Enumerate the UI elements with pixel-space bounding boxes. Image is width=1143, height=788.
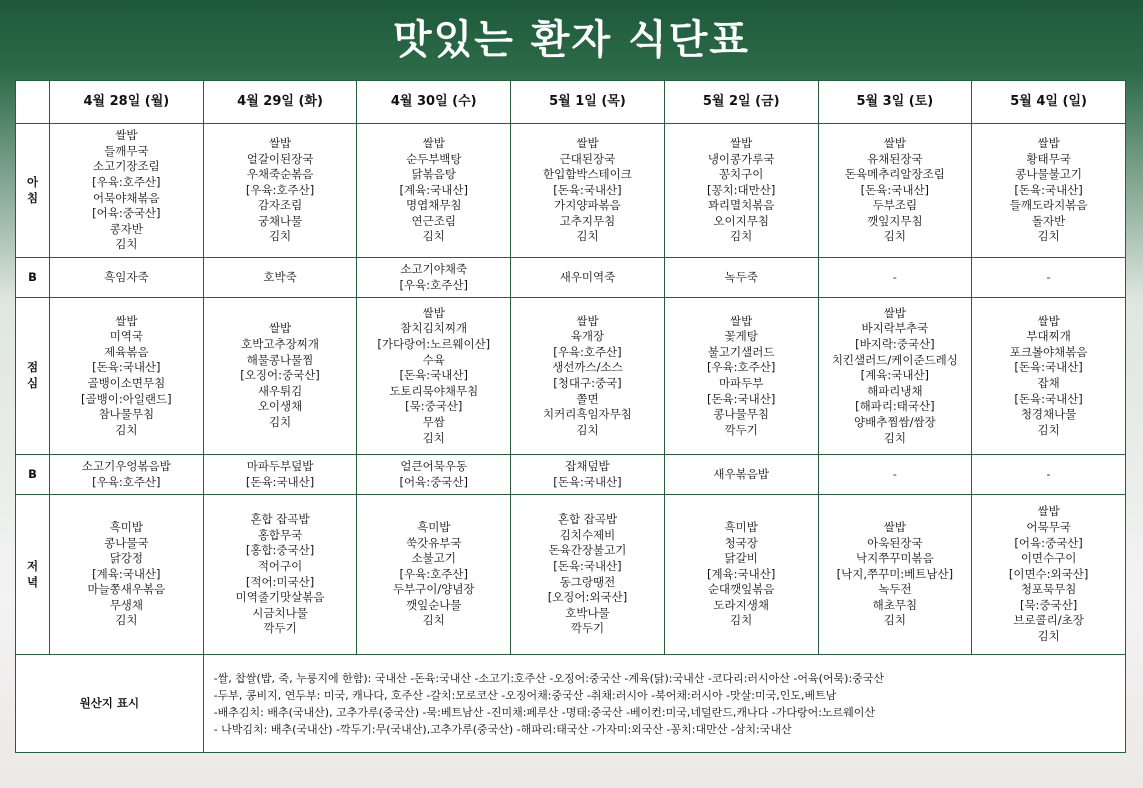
menu-item: 김치 xyxy=(268,229,292,244)
origin-text xyxy=(203,655,1125,753)
menu-item: 우채죽순볶음 xyxy=(246,167,314,182)
menu-item: 순대깻잎볶음 xyxy=(707,582,775,597)
menu-item: 동그랑땡전 xyxy=(559,574,616,589)
menu-item: 쌀밥 xyxy=(883,519,906,534)
meal-row xyxy=(16,298,1126,455)
meal-label xyxy=(16,298,50,455)
menu-item: 쌀밥 xyxy=(1037,313,1060,328)
menu-item: 김치 xyxy=(1037,229,1060,244)
menu-item: 쌀밥 xyxy=(115,128,138,143)
menu-item: [돈육:국내산] xyxy=(553,474,622,489)
menu-item: 새우튀김 xyxy=(257,383,303,398)
menu-item: 호박나물 xyxy=(565,605,610,620)
menu-item: 어묵무국 xyxy=(1026,519,1071,534)
menu-item: 명엽채무침 xyxy=(405,198,462,213)
menu-item: 마늘쫑새우볶음 xyxy=(87,582,166,597)
menu-item: 쌀밥 xyxy=(576,135,599,150)
menu-item: - xyxy=(892,466,897,481)
menu-item: 제육볶음 xyxy=(104,344,149,359)
menu-item: [계육:국내산] xyxy=(860,368,930,383)
menu-item: 치커리흑임자무침 xyxy=(543,407,632,422)
menu-item: [돈육:국내산] xyxy=(92,360,161,375)
menu-item: 감자조림 xyxy=(257,198,303,213)
menu-item: 쫄면 xyxy=(576,391,599,406)
menu-item: 새우미역죽 xyxy=(559,269,616,284)
menu-item: 쌀밥 xyxy=(422,305,445,320)
menu-item: 수육 xyxy=(422,352,445,367)
origin-line: -배추김치: 배추(국내산), 고추가루(중국산) -묵:베트남산 -진미채:페루산 -명태:중국산 -베이컨:미국,네덜란드,캐나다 -가다랑어:노르웨이산 xyxy=(213,705,876,719)
menu-cell xyxy=(357,298,511,455)
menu-item: 오이생채 xyxy=(257,399,303,414)
menu-item: 김치 xyxy=(730,229,753,244)
meal-label-char: 점 xyxy=(26,360,39,375)
menu-cell xyxy=(50,124,204,258)
menu-item: 김치 xyxy=(422,613,445,628)
menu-item: 근대된장국 xyxy=(559,151,616,166)
menu-item: 호박고추장찌개 xyxy=(241,337,319,352)
menu-cell xyxy=(50,455,204,495)
menu-item: 쌀밥 xyxy=(268,321,292,336)
menu-item: 꽃게탕 xyxy=(724,329,758,344)
menu-cell xyxy=(972,455,1126,495)
meal-label-char: 녁 xyxy=(26,574,39,589)
menu-cell xyxy=(818,258,972,298)
menu-item: 이면수구이 xyxy=(1020,551,1077,566)
menu-item: 쑥갓유부국 xyxy=(405,535,462,550)
menu-item: 김치 xyxy=(422,430,445,445)
menu-item: 적어구이 xyxy=(257,558,303,573)
menu-item: 김치 xyxy=(883,613,906,628)
menu-item: [계육:국내산] xyxy=(92,566,161,581)
menu-item: [오징어:외국산] xyxy=(547,590,628,605)
menu-cell xyxy=(203,298,357,455)
menu-item: 쌀밥 xyxy=(883,305,906,320)
menu-item: 새우볶음밥 xyxy=(713,466,769,481)
menu-item: - xyxy=(892,269,897,284)
day-header: 4월 30일 (수) xyxy=(357,81,511,124)
page-title: 맛있는 환자 식단표 xyxy=(393,17,750,63)
menu-item: 궁채나물 xyxy=(257,213,303,228)
menu-cell xyxy=(50,258,204,298)
menu-item: 김치수제비 xyxy=(559,527,616,542)
menu-item: [돈육:국내산] xyxy=(860,182,930,197)
meal-row xyxy=(16,495,1126,655)
menu-cell xyxy=(511,298,665,455)
menu-item: 두부구이/양념장 xyxy=(392,582,475,597)
day-header: 4월 29일 (화) xyxy=(203,81,357,124)
menu-item: [꽁치:대만산] xyxy=(706,182,776,197)
menu-item: [돈육:국내산] xyxy=(399,368,468,383)
menu-item: 순두부백탕 xyxy=(405,151,462,166)
menu-item: 김치 xyxy=(115,422,138,437)
menu-item: 시금치나물 xyxy=(252,605,308,620)
menu-item: 김치 xyxy=(576,229,599,244)
menu-item: [적어:미국산] xyxy=(245,574,315,589)
menu-item: 김치 xyxy=(115,613,138,628)
menu-item: [우육:호주산] xyxy=(92,174,161,189)
menu-cell xyxy=(203,495,357,655)
menu-item: 청포묵무침 xyxy=(1020,582,1077,597)
menu-cell xyxy=(818,298,972,455)
menu-item: 유채된장국 xyxy=(867,151,923,166)
menu-item: 깻잎지무침 xyxy=(867,213,923,228)
meal-label-char: 침 xyxy=(26,190,39,205)
menu-item: 김치 xyxy=(730,613,753,628)
menu-item: 황태무국 xyxy=(1026,151,1071,166)
menu-item: 도라지생채 xyxy=(713,597,769,612)
menu-item: 혼합 잡곡밥 xyxy=(250,512,310,527)
menu-cell xyxy=(50,495,204,655)
menu-item: 고추지무침 xyxy=(559,213,616,228)
menu-item: 쌀밥 xyxy=(576,313,599,328)
meal-label xyxy=(16,258,50,298)
menu-cell xyxy=(357,495,511,655)
menu-item: 들깨도라지볶음 xyxy=(1009,198,1088,213)
menu-item: [해파리:태국산] xyxy=(855,399,935,414)
menu-item: [돈육:국내산] xyxy=(1014,391,1083,406)
menu-item: 흑임자죽 xyxy=(104,269,149,284)
menu-cell xyxy=(664,298,818,455)
menu-item: 두부조림 xyxy=(872,198,918,213)
menu-item: 돈육메추리알장조림 xyxy=(844,167,945,182)
menu-item: 혼합 잡곡밥 xyxy=(557,512,618,527)
menu-item: 한입함박스테이크 xyxy=(543,167,632,182)
meal-label-char: 심 xyxy=(26,376,39,390)
menu-item: 오이지무침 xyxy=(713,213,769,228)
menu-item: [골뱅이:아일랜드] xyxy=(81,391,172,406)
menu-item: [낙지,쭈꾸미:베트남산] xyxy=(836,566,954,581)
menu-item: 깍두기 xyxy=(570,621,605,636)
menu-cell xyxy=(664,258,818,298)
menu-item: 아욱된장국 xyxy=(867,535,923,550)
menu-item: [어육:중국산] xyxy=(399,474,468,489)
menu-item: 미역줄기맛살볶음 xyxy=(235,590,325,605)
menu-item: 김치 xyxy=(883,229,906,244)
day-header: 5월 1일 (목) xyxy=(511,81,665,124)
day-header: 5월 2일 (금) xyxy=(664,81,818,124)
menu-item: 김치 xyxy=(576,422,599,437)
menu-item: 닭강정 xyxy=(109,551,144,566)
menu-item: 가지양파볶음 xyxy=(554,198,621,213)
menu-item: 녹두전 xyxy=(878,582,912,597)
menu-item: 닭갈비 xyxy=(724,551,758,566)
menu-cell xyxy=(357,455,511,495)
menu-cell xyxy=(818,124,972,258)
origin-line: -두부, 콩비지, 연두부: 미국, 캐나다, 호주산 -갈치:모로코산 -오징어채:중국산 -취채:러시아 -북어채:러시아 -맛살:미국,인도,베트남 xyxy=(213,688,837,702)
menu-cell xyxy=(203,124,357,258)
meal-row xyxy=(16,258,1126,298)
menu-item: 마파두부덮밥 xyxy=(246,458,314,473)
menu-item: 들깨무국 xyxy=(104,143,149,158)
menu-item: [우육:호주산] xyxy=(245,182,315,197)
origin-label: 원산지 표시 xyxy=(16,655,204,753)
menu-cell xyxy=(511,124,665,258)
menu-item: 김치 xyxy=(422,229,445,244)
header-row xyxy=(16,81,1126,124)
menu-item: 냉이콩가루국 xyxy=(707,151,775,166)
menu-item: [우육:호주산] xyxy=(706,360,776,375)
menu-item: 해물콩나물찜 xyxy=(246,352,314,367)
meal-label-char: B xyxy=(28,269,37,284)
menu-item: 돈육간장불고기 xyxy=(548,543,627,558)
menu-item: 무생채 xyxy=(109,597,144,612)
menu-item: 깻잎순나물 xyxy=(405,597,462,612)
menu-item: [이면수:외국산] xyxy=(1008,566,1089,581)
menu-item: [가다랑어:노르웨이산] xyxy=(377,337,491,352)
menu-item: [우육:호주산] xyxy=(553,344,622,359)
menu-item: 연근조림 xyxy=(411,213,456,228)
menu-cell xyxy=(203,455,357,495)
menu-item: [돈육:국내산] xyxy=(245,474,315,489)
menu-item: 김치 xyxy=(883,430,906,445)
menu-item: 마파두부 xyxy=(718,376,764,390)
menu-item: 깍두기 xyxy=(263,621,297,636)
menu-item: 흑미밥 xyxy=(724,519,758,534)
menu-item: 흑미밥 xyxy=(417,519,451,534)
menu-item: 참나물무침 xyxy=(98,407,155,422)
menu-item: [계육:국내산] xyxy=(399,182,468,197)
menu-item: [청대구:중국] xyxy=(553,376,622,390)
menu-item: 김치 xyxy=(115,237,138,252)
menu-cell xyxy=(203,258,357,298)
menu-cell xyxy=(664,124,818,258)
meal-row xyxy=(16,455,1126,495)
menu-item: [우육:호주산] xyxy=(399,566,468,581)
menu-item: 쌀밥 xyxy=(115,313,138,328)
origin-line: -쌀, 찹쌀(밥, 죽, 누룽지에 한함): 국내산 -돈육:국내산 -소고기:호주산 -오징어:중국산 -계육(닭):국내산 -코다리:러시아산 -어육(어묵):중국산 xyxy=(213,671,885,685)
menu-cell xyxy=(357,124,511,258)
menu-item: [바지락:중국산] xyxy=(855,337,935,352)
menu-item: 쌀밥 xyxy=(730,135,753,150)
menu-item: 쌀밥 xyxy=(883,135,906,150)
meal-label-char: B xyxy=(28,466,37,481)
meal-label xyxy=(16,455,50,495)
menu-item: 콩나물무침 xyxy=(713,407,769,422)
menu-cell xyxy=(972,258,1126,298)
menu-item: 호박죽 xyxy=(263,269,297,284)
origin-row xyxy=(16,655,1126,753)
menu-item: 골뱅이소면무침 xyxy=(87,376,166,390)
menu-item: 홍합무국 xyxy=(257,527,303,542)
menu-item: [돈육:국내산] xyxy=(1014,360,1083,375)
menu-item: 김치 xyxy=(1037,422,1060,437)
menu-item: 소고기야채죽 xyxy=(400,261,468,276)
day-header: 4월 28일 (월) xyxy=(50,81,204,124)
menu-cell xyxy=(664,495,818,655)
menu-item: - xyxy=(1046,269,1051,284)
meal-row xyxy=(16,124,1126,258)
menu-item: 깍두기 xyxy=(724,422,758,437)
menu-item: 쌀밥 xyxy=(1037,504,1060,519)
menu-item: 브로콜리/초장 xyxy=(1013,613,1084,628)
menu-item: 잡채덮밥 xyxy=(565,458,610,473)
menu-item: 콩나물불고기 xyxy=(1015,167,1082,182)
menu-item: 양배추찜쌈/쌈장 xyxy=(854,414,936,429)
menu-item: 콩자반 xyxy=(109,221,144,236)
menu-item: 녹두죽 xyxy=(724,269,758,284)
menu-item: 포크볼야채볶음 xyxy=(1009,344,1088,359)
menu-item: 얼큰어묵우동 xyxy=(400,458,468,473)
menu-item: 부대찌개 xyxy=(1026,329,1071,344)
menu-cell xyxy=(511,258,665,298)
menu-item: 닭볶음탕 xyxy=(411,167,456,182)
day-header: 5월 3일 (토) xyxy=(818,81,972,124)
menu-item: 생선까스/소스 xyxy=(552,360,623,375)
meal-label-char: 저 xyxy=(26,558,39,573)
menu-item: 도토리묵야채무침 xyxy=(389,383,479,398)
menu-item: 청경채나물 xyxy=(1020,407,1077,422)
menu-item: 무쌈 xyxy=(422,414,445,429)
menu-item: 어묵야채볶음 xyxy=(93,190,160,205)
menu-item: 쌀밥 xyxy=(730,313,753,328)
menu-item: 해초무침 xyxy=(872,597,918,612)
menu-item: [묵:중국산] xyxy=(1019,597,1078,612)
menu-cell xyxy=(357,258,511,298)
menu-item: 콩나물국 xyxy=(104,535,149,550)
menu-item: 소고기우엉볶음밥 xyxy=(81,458,171,473)
menu-cell xyxy=(972,298,1126,455)
menu-cell xyxy=(972,124,1126,258)
menu-item: [돈육:국내산] xyxy=(553,558,622,573)
menu-cell xyxy=(511,495,665,655)
menu-item: [홍합:중국산] xyxy=(245,543,315,558)
origin-line: - 나박김치: 배추(국내산) -깍두기:무(국내산),고추가루(중국산) -해파리:태국산 -가자미:외국산 -꽁치:대만산 -삼치:국내산 xyxy=(213,722,792,736)
menu-item: 소불고기 xyxy=(411,551,456,566)
menu-cell xyxy=(50,298,204,455)
day-header: 5월 4일 (일) xyxy=(972,81,1126,124)
menu-item: 치킨샐러드/케이준드레싱 xyxy=(831,352,958,367)
menu-item: [어육:중국산] xyxy=(92,206,161,221)
menu-cell xyxy=(818,495,972,655)
menu-item: 불고기샐러드 xyxy=(707,344,775,359)
menu-item: 청국장 xyxy=(724,535,758,550)
menu-cell xyxy=(972,495,1126,655)
menu-item: 꽁치구이 xyxy=(718,167,764,182)
menu-item: [우육:호주산] xyxy=(92,474,161,489)
menu-item: [계육:국내산] xyxy=(706,566,776,581)
menu-item: [우육:호주산] xyxy=(399,277,468,292)
menu-table xyxy=(15,80,1126,753)
menu-cell xyxy=(818,455,972,495)
meal-label-char: 아 xyxy=(26,174,39,189)
menu-item: - xyxy=(1046,466,1051,481)
menu-item: [묵:중국산] xyxy=(405,399,463,414)
menu-item: [어육:중국산] xyxy=(1014,535,1083,550)
menu-item: 낙지쭈꾸미볶음 xyxy=(855,551,934,566)
menu-item: 잡채 xyxy=(1037,376,1060,390)
menu-item: 참치김치찌개 xyxy=(400,321,468,336)
menu-item: 미역국 xyxy=(109,329,144,344)
menu-item: 육개장 xyxy=(570,329,605,344)
corner-cell xyxy=(16,81,50,124)
menu-item: [오징어:중국산] xyxy=(240,368,320,383)
menu-item: 해파리냉채 xyxy=(867,383,923,398)
menu-cell xyxy=(664,455,818,495)
menu-item: 흑미밥 xyxy=(109,519,144,534)
meal-label xyxy=(16,124,50,258)
menu-cell xyxy=(511,455,665,495)
menu-item: 얼갈이된장국 xyxy=(246,151,314,166)
menu-item: [돈육:국내산] xyxy=(1014,182,1083,197)
menu-item: 바지락부추국 xyxy=(861,321,929,336)
menu-item: [돈육:국내산] xyxy=(706,391,776,406)
menu-item: 쌀밥 xyxy=(1037,135,1060,150)
menu-item: 쌀밥 xyxy=(268,135,292,150)
menu-item: [돈육:국내산] xyxy=(553,182,622,197)
menu-item: 돌자반 xyxy=(1031,213,1066,228)
menu-item: 김치 xyxy=(268,414,292,429)
menu-item: 소고기장조림 xyxy=(93,159,160,174)
menu-item: 꽈리멸치볶음 xyxy=(707,198,775,213)
menu-item: 김치 xyxy=(1037,629,1060,644)
meal-label xyxy=(16,495,50,655)
menu-item: 쌀밥 xyxy=(422,135,445,150)
